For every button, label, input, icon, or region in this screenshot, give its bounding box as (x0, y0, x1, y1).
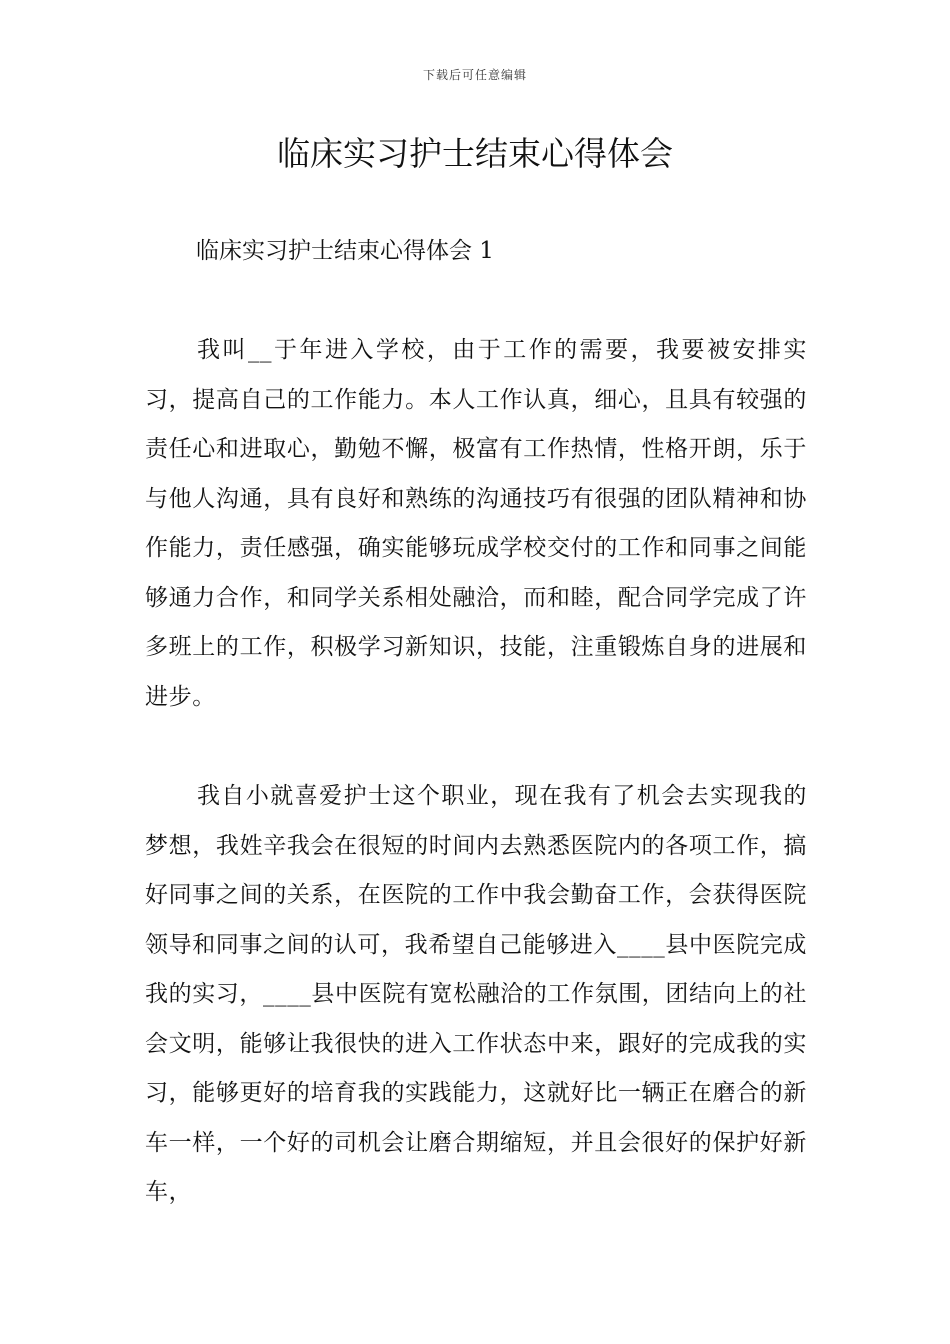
body-paragraph-2: 我自小就喜爱护士这个职业，现在我有了机会去实现我的梦想，我姓辛我会在很短的时间内去熟悉医院内的各项工作，搞好同事之间的关系，在医院的工作中我会勤奋工作，会获得医院领导和同事之间的认可，我希望自己能够进入____县中医院完成我的实习，____县中医院有宽松融洽的工作氛围，团结向上的社会文明，能够让我很快的进入工作状态中来，跟好的完成我的实习，能够更好的培育我的实践能力，这就好比一辆正在磨合的新车一样，一个好的司机会让磨合期缩短，并且会很好的保护好新车， (145, 783, 807, 1205)
body-paragraph-1: 我叫__于年进入学校，由于工作的需要，我要被安排实习，提高自己的工作能力。本人工作认真，细心，且具有较强的责任心和进取心，勤勉不懈，极富有工作热情，性格开朗，乐于与他人沟通，具有良好和熟练的沟通技巧有很强的团队精神和协作能力，责任感强，确实能够玩成学校交付的工作和同事之间能够通力合作，和同学关系相处融洽，而和睦，配合同学完成了许多班上的工作，积极学习新知识，技能，注重锻炼自身的进展和进步。 (145, 337, 807, 710)
section-heading: 临床实习护士结束心得体会 1 (196, 238, 494, 264)
header-note: 下载后可任意编辑 (422, 68, 527, 82)
document-title: 临床实习护士结束心得体会 (277, 134, 673, 173)
